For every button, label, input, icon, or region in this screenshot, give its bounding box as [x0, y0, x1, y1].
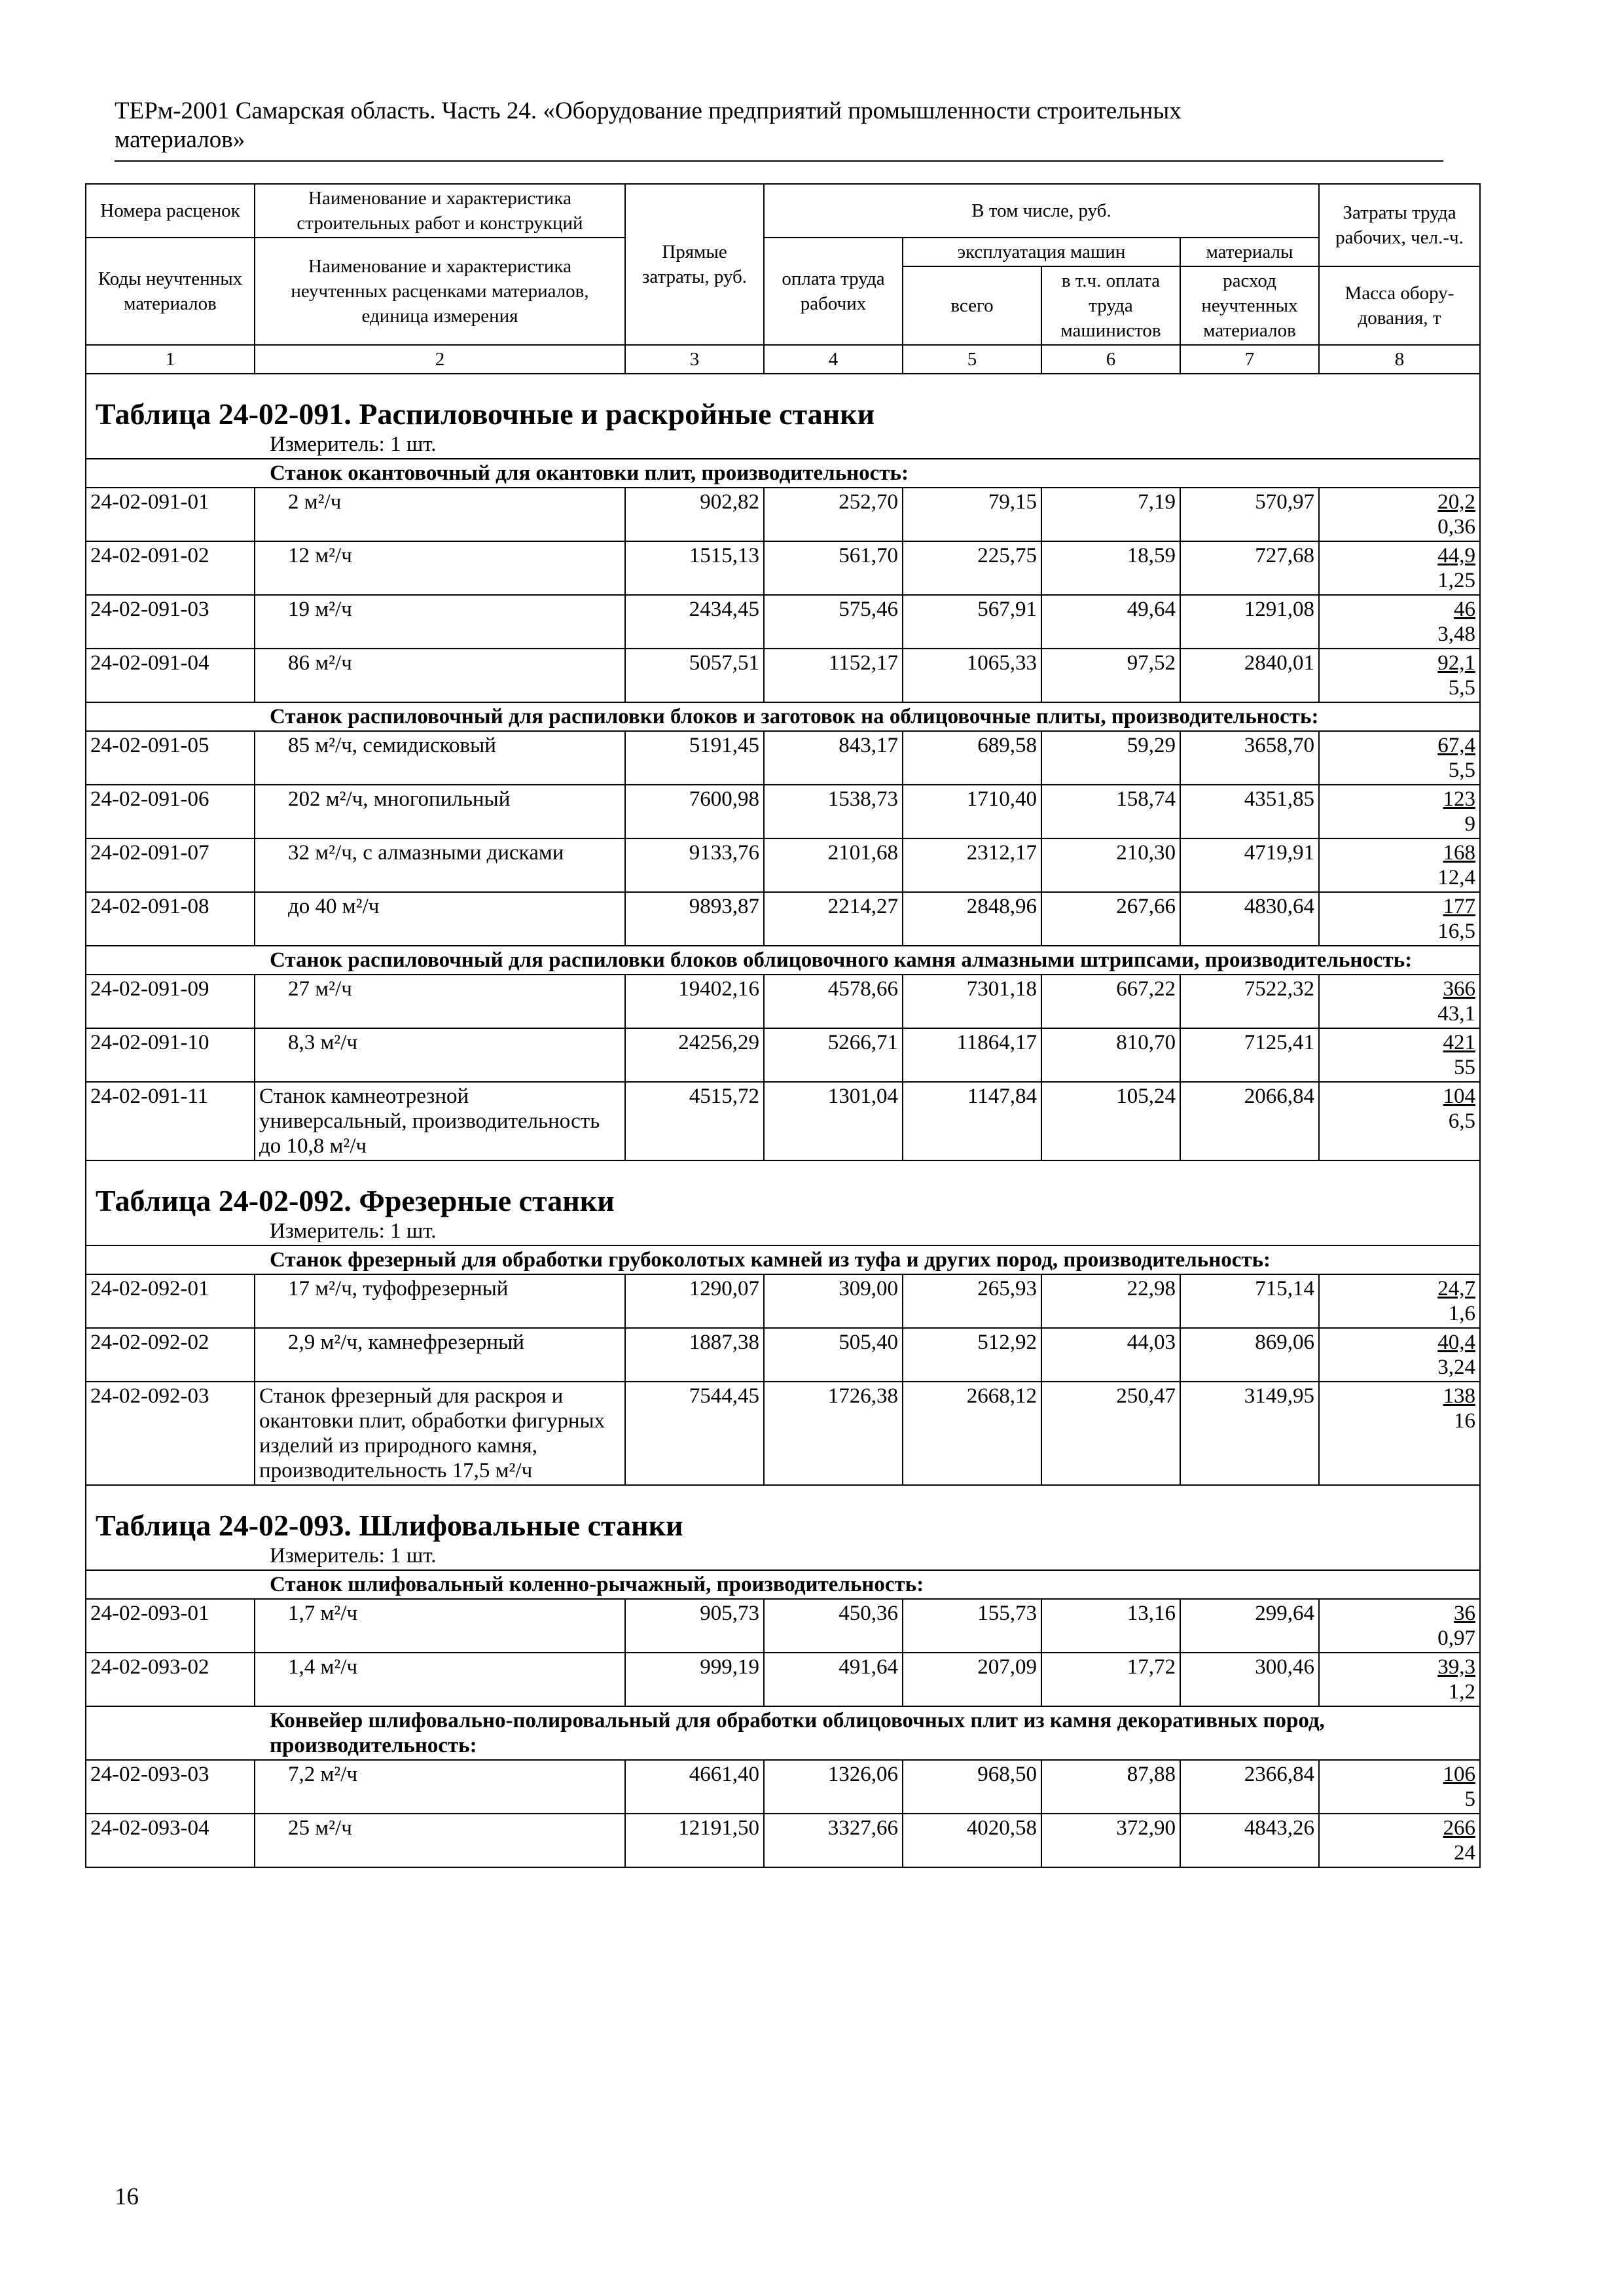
value-mach: 689,58: [903, 731, 1041, 785]
value-labor: 491,64: [764, 1653, 903, 1706]
value-mach: 207,09: [903, 1653, 1041, 1706]
labor-hours: 39,3: [1437, 1655, 1475, 1679]
value-mach: 79,15: [903, 488, 1041, 541]
value-mat: 4830,64: [1180, 892, 1319, 946]
rate-code: 24-02-091-09: [86, 975, 255, 1028]
rate-code: 24-02-091-08: [86, 892, 255, 946]
value-mach-labor: 18,59: [1041, 541, 1180, 595]
measure-row: [86, 1542, 1480, 1570]
value-mach: 1147,84: [903, 1082, 1041, 1160]
rate-code: 24-02-091-06: [86, 785, 255, 838]
group-title-row: [86, 702, 1480, 731]
table-caption-row: [86, 374, 1480, 431]
value-mach-labor: 267,66: [1041, 892, 1180, 946]
labor-hours: 36: [1454, 1602, 1475, 1625]
rate-name: 32 м²/ч, с алмазными дисками: [255, 838, 625, 892]
value-mach: 1710,40: [903, 785, 1041, 838]
rate-name: 27 м²/ч: [255, 975, 625, 1028]
labor-hours: 104: [1443, 1085, 1475, 1108]
labor-hours: 44,9: [1437, 544, 1475, 567]
value-mat: 7522,32: [1180, 975, 1319, 1028]
rate-code: 24-02-091-10: [86, 1028, 255, 1082]
value-direct: 5057,51: [625, 649, 764, 702]
value-mat: 715,14: [1180, 1274, 1319, 1328]
value-mach-labor: 250,47: [1041, 1382, 1180, 1485]
rate-name: Станок камнеотрезной универсальный, производительность до 10,8 м²/ч: [255, 1082, 625, 1160]
table-caption-row: [86, 1485, 1480, 1542]
price-table: [85, 183, 1481, 1868]
equipment-mass: 43,1: [1437, 1002, 1475, 1026]
rate-name: 25 м²/ч: [255, 1814, 625, 1867]
price-table-wrapper: [85, 183, 1479, 1868]
rate-name: 86 м²/ч: [255, 649, 625, 702]
value-direct: 19402,16: [625, 975, 764, 1028]
col-number: 4: [764, 345, 903, 374]
measure-unit: Измеритель: 1 шт.: [86, 1542, 1480, 1570]
table-row: [86, 975, 1480, 1028]
rate-code: 24-02-091-05: [86, 731, 255, 785]
group-title-row: [86, 1246, 1480, 1274]
header-line-2: материалов»: [115, 126, 245, 153]
value-labor: 561,70: [764, 541, 903, 595]
rate-name: до 40 м²/ч: [255, 892, 625, 946]
col-name-header: Наименование и характеристика строительных работ и конструкций: [255, 184, 625, 238]
value-direct: 7544,45: [625, 1382, 764, 1485]
table-row: [86, 892, 1480, 946]
value-mach-labor: 7,19: [1041, 488, 1180, 541]
rate-name: 7,2 м²/ч: [255, 1760, 625, 1814]
value-labor: 4578,66: [764, 975, 903, 1028]
labor-hours: 123: [1443, 787, 1475, 811]
col-direct-header: Прямые затраты, руб.: [625, 184, 764, 345]
labor-hours: 24,7: [1437, 1277, 1475, 1300]
equipment-mass: 1,2: [1448, 1680, 1475, 1704]
group-title-row: [86, 946, 1480, 975]
value-labor: 1538,73: [764, 785, 903, 838]
rate-name: 202 м²/ч, многопильный: [255, 785, 625, 838]
rate-code: 24-02-093-01: [86, 1599, 255, 1653]
labor-hours: 168: [1443, 841, 1475, 865]
value-mat: 299,64: [1180, 1599, 1319, 1653]
group-title: Станок фрезерный для обработки грубоколотых камней из туфа и других пород, производительность:: [86, 1246, 1480, 1274]
value-labor: 2101,68: [764, 838, 903, 892]
labor-hours: 106: [1443, 1763, 1475, 1786]
labor-mass-cell: [1319, 731, 1480, 785]
header-line-1: ТЕРм-2001 Самарская область. Часть 24. «Оборудование предприятий промышленности строительных: [115, 98, 1182, 124]
equipment-mass: 5: [1464, 1787, 1475, 1811]
value-mat: 300,46: [1180, 1653, 1319, 1706]
table-caption: Таблица 24-02-093. Шлифовальные станки: [86, 1485, 1480, 1542]
rate-name: 1,7 м²/ч: [255, 1599, 625, 1653]
col-name-subheader: Наименование и характеристика неучтенных расценками материалов, единица измерения: [255, 238, 625, 345]
col-materials-header: материалы: [1180, 238, 1319, 266]
value-mach: 2668,12: [903, 1382, 1041, 1485]
table-row: [86, 1082, 1480, 1160]
rate-name: 17 м²/ч, туфофрезерный: [255, 1274, 625, 1328]
table-row: [86, 1328, 1480, 1382]
group-title: Станок распиловочный для распиловки блоков облицовочного камня алмазными штрипсами, производительность:: [86, 946, 1480, 975]
value-labor: 1326,06: [764, 1760, 903, 1814]
labor-mass-cell: [1319, 785, 1480, 838]
value-direct: 902,82: [625, 488, 764, 541]
rate-code: 24-02-091-01: [86, 488, 255, 541]
value-mach: 225,75: [903, 541, 1041, 595]
value-mach-labor: 210,30: [1041, 838, 1180, 892]
group-title: Станок шлифовальный коленно-рычажный, производительность:: [86, 1570, 1480, 1599]
value-direct: 24256,29: [625, 1028, 764, 1082]
labor-hours: 92,1: [1437, 651, 1475, 675]
labor-hours: 266: [1443, 1816, 1475, 1840]
labor-mass-cell: [1319, 1599, 1480, 1653]
value-mat: 727,68: [1180, 541, 1319, 595]
labor-mass-cell: [1319, 1082, 1480, 1160]
value-mach: 4020,58: [903, 1814, 1041, 1867]
equipment-mass: 3,24: [1437, 1355, 1475, 1379]
col-labor-header: оплата труда рабочих: [764, 238, 903, 345]
labor-hours: 40,4: [1437, 1331, 1475, 1354]
labor-hours: 177: [1443, 895, 1475, 918]
equipment-mass: 16,5: [1437, 920, 1475, 943]
value-mach-labor: 97,52: [1041, 649, 1180, 702]
col-code-header: Номера расценок: [86, 184, 255, 238]
rate-code: 24-02-091-11: [86, 1082, 255, 1160]
table-caption: Таблица 24-02-092. Фрезерные станки: [86, 1160, 1480, 1217]
labor-mass-cell: [1319, 1382, 1480, 1485]
value-direct: 4515,72: [625, 1082, 764, 1160]
labor-hours: 421: [1443, 1031, 1475, 1054]
value-mach: 2848,96: [903, 892, 1041, 946]
col-number: 2: [255, 345, 625, 374]
value-mach-labor: 372,90: [1041, 1814, 1180, 1867]
rate-name: 85 м²/ч, семидисковый: [255, 731, 625, 785]
value-labor: 1152,17: [764, 649, 903, 702]
labor-mass-cell: [1319, 892, 1480, 946]
value-mat: 570,97: [1180, 488, 1319, 541]
value-mach-labor: 17,72: [1041, 1653, 1180, 1706]
value-mach-labor: 13,16: [1041, 1599, 1180, 1653]
value-mat: 7125,41: [1180, 1028, 1319, 1082]
value-mat: 2066,84: [1180, 1082, 1319, 1160]
value-mat: 4843,26: [1180, 1814, 1319, 1867]
value-labor: 575,46: [764, 595, 903, 649]
table-row: [86, 1814, 1480, 1867]
rate-code: 24-02-092-03: [86, 1382, 255, 1485]
table-caption-row: [86, 1160, 1480, 1217]
labor-hours: 46: [1454, 598, 1475, 621]
value-mach-labor: 667,22: [1041, 975, 1180, 1028]
value-direct: 5191,45: [625, 731, 764, 785]
labor-mass-cell: [1319, 975, 1480, 1028]
rate-code: 24-02-092-01: [86, 1274, 255, 1328]
measure-row: [86, 431, 1480, 459]
measure-row: [86, 1217, 1480, 1246]
value-mat: 2366,84: [1180, 1760, 1319, 1814]
value-mach-labor: 158,74: [1041, 785, 1180, 838]
group-title-row: [86, 1706, 1480, 1760]
equipment-mass: 12,4: [1437, 866, 1475, 889]
table-row: [86, 488, 1480, 541]
value-direct: 4661,40: [625, 1760, 764, 1814]
col-number: 6: [1041, 345, 1180, 374]
value-mat: 869,06: [1180, 1328, 1319, 1382]
value-direct: 7600,98: [625, 785, 764, 838]
col-code-subheader: Коды неучтенных материалов: [86, 238, 255, 345]
rate-name: 2 м²/ч: [255, 488, 625, 541]
equipment-mass: 0,97: [1437, 1626, 1475, 1650]
value-labor: 2214,27: [764, 892, 903, 946]
labor-mass-cell: [1319, 649, 1480, 702]
col-number: 8: [1319, 345, 1480, 374]
group-title: Конвейер шлифовально-полировальный для обработки облицовочных плит из камня декоративных пород, производительность:: [86, 1706, 1480, 1760]
col-incl-header: В том числе, руб.: [764, 184, 1319, 238]
running-header: [115, 97, 1443, 154]
value-mach: 512,92: [903, 1328, 1041, 1382]
rate-name: 2,9 м²/ч, камнефрезерный: [255, 1328, 625, 1382]
col-mach-labor-header: в т.ч. оплата труда машинистов: [1041, 266, 1180, 345]
col-mass-header: Масса обору-дования, т: [1319, 266, 1480, 345]
group-title: Станок распиловочный для распиловки блоков и заготовок на облицовочные плиты, производительность:: [86, 702, 1480, 731]
labor-hours: 20,2: [1437, 490, 1475, 514]
value-direct: 9133,76: [625, 838, 764, 892]
value-mach: 2312,17: [903, 838, 1041, 892]
value-direct: 999,19: [625, 1653, 764, 1706]
value-mat: 3149,95: [1180, 1382, 1319, 1485]
value-mat: 3658,70: [1180, 731, 1319, 785]
value-labor: 450,36: [764, 1599, 903, 1653]
col-hours-header: Затраты труда рабочих, чел.-ч.: [1319, 184, 1480, 266]
labor-hours: 138: [1443, 1384, 1475, 1408]
value-direct: 1515,13: [625, 541, 764, 595]
col-number: 5: [903, 345, 1041, 374]
value-direct: 2434,45: [625, 595, 764, 649]
value-mach-labor: 105,24: [1041, 1082, 1180, 1160]
labor-mass-cell: [1319, 595, 1480, 649]
labor-mass-cell: [1319, 1653, 1480, 1706]
value-mach-labor: 22,98: [1041, 1274, 1180, 1328]
value-labor: 505,40: [764, 1328, 903, 1382]
labor-mass-cell: [1319, 1028, 1480, 1082]
equipment-mass: 5,5: [1448, 676, 1475, 700]
col-mach-total-header: всего: [903, 266, 1041, 345]
table-row: [86, 595, 1480, 649]
labor-mass-cell: [1319, 1760, 1480, 1814]
rate-code: 24-02-091-07: [86, 838, 255, 892]
labor-mass-cell: [1319, 1328, 1480, 1382]
rate-code: 24-02-093-02: [86, 1653, 255, 1706]
labor-hours: 366: [1443, 977, 1475, 1001]
table-row: [86, 1653, 1480, 1706]
value-labor: 1726,38: [764, 1382, 903, 1485]
value-labor: 309,00: [764, 1274, 903, 1328]
header-rule: [115, 160, 1443, 162]
col-machines-header: эксплуатация машин: [903, 238, 1180, 266]
value-mach: 567,91: [903, 595, 1041, 649]
col-number: 3: [625, 345, 764, 374]
equipment-mass: 1,6: [1448, 1302, 1475, 1325]
table-row: [86, 649, 1480, 702]
rate-code: 24-02-091-02: [86, 541, 255, 595]
value-mat: 1291,08: [1180, 595, 1319, 649]
rate-code: 24-02-091-03: [86, 595, 255, 649]
equipment-mass: 5,5: [1448, 759, 1475, 782]
value-mat: 2840,01: [1180, 649, 1319, 702]
equipment-mass: 24: [1454, 1841, 1475, 1865]
labor-hours: 67,4: [1437, 734, 1475, 757]
rate-name: 12 м²/ч: [255, 541, 625, 595]
value-labor: 1301,04: [764, 1082, 903, 1160]
value-mach-labor: 49,64: [1041, 595, 1180, 649]
value-mach: 1065,33: [903, 649, 1041, 702]
value-labor: 252,70: [764, 488, 903, 541]
measure-unit: Измеритель: 1 шт.: [86, 1217, 1480, 1246]
equipment-mass: 1,25: [1437, 569, 1475, 592]
value-mach-labor: 44,03: [1041, 1328, 1180, 1382]
value-labor: 5266,71: [764, 1028, 903, 1082]
page-number: 16: [115, 2183, 139, 2210]
labor-mass-cell: [1319, 488, 1480, 541]
equipment-mass: 16: [1454, 1409, 1475, 1433]
value-direct: 905,73: [625, 1599, 764, 1653]
value-mach: 155,73: [903, 1599, 1041, 1653]
value-mach: 265,93: [903, 1274, 1041, 1328]
table-row: [86, 541, 1480, 595]
value-mach: 7301,18: [903, 975, 1041, 1028]
value-labor: 843,17: [764, 731, 903, 785]
value-direct: 1887,38: [625, 1328, 764, 1382]
rate-code: 24-02-093-04: [86, 1814, 255, 1867]
col-number: 1: [86, 345, 255, 374]
col-mat-header: расход неучтенных материалов: [1180, 266, 1319, 345]
equipment-mass: 9: [1464, 812, 1475, 836]
table-caption: Таблица 24-02-091. Распиловочные и раскройные станки: [86, 374, 1480, 431]
group-title-row: [86, 1570, 1480, 1599]
labor-mass-cell: [1319, 1814, 1480, 1867]
value-mach: 968,50: [903, 1760, 1041, 1814]
value-mat: 4719,91: [1180, 838, 1319, 892]
group-title-row: [86, 459, 1480, 488]
rate-code: 24-02-092-02: [86, 1328, 255, 1382]
rate-name: 8,3 м²/ч: [255, 1028, 625, 1082]
value-mach-labor: 59,29: [1041, 731, 1180, 785]
value-direct: 9893,87: [625, 892, 764, 946]
table-row: [86, 1028, 1480, 1082]
table-row: [86, 1382, 1480, 1485]
value-labor: 3327,66: [764, 1814, 903, 1867]
labor-mass-cell: [1319, 541, 1480, 595]
rate-code: 24-02-091-04: [86, 649, 255, 702]
table-row: [86, 1274, 1480, 1328]
value-direct: 1290,07: [625, 1274, 764, 1328]
value-mach-labor: 810,70: [1041, 1028, 1180, 1082]
table-row: [86, 838, 1480, 892]
value-mach-labor: 87,88: [1041, 1760, 1180, 1814]
rate-name: 19 м²/ч: [255, 595, 625, 649]
value-direct: 12191,50: [625, 1814, 764, 1867]
equipment-mass: 6,5: [1448, 1109, 1475, 1133]
table-row: [86, 785, 1480, 838]
labor-mass-cell: [1319, 1274, 1480, 1328]
col-number: 7: [1180, 345, 1319, 374]
value-mach: 11864,17: [903, 1028, 1041, 1082]
equipment-mass: 3,48: [1437, 622, 1475, 646]
rate-name: 1,4 м²/ч: [255, 1653, 625, 1706]
value-mat: 4351,85: [1180, 785, 1319, 838]
equipment-mass: 0,36: [1437, 515, 1475, 539]
table-row: [86, 731, 1480, 785]
table-row: [86, 1760, 1480, 1814]
rate-name: Станок фрезерный для раскроя и окантовки плит, обработки фигурных изделий из природного камня, производительность 17,5 м²/ч: [255, 1382, 625, 1485]
table-row: [86, 1599, 1480, 1653]
measure-unit: Измеритель: 1 шт.: [86, 431, 1480, 459]
labor-mass-cell: [1319, 838, 1480, 892]
rate-code: 24-02-093-03: [86, 1760, 255, 1814]
group-title: Станок окантовочный для окантовки плит, производительность:: [86, 459, 1480, 488]
equipment-mass: 55: [1454, 1056, 1475, 1079]
